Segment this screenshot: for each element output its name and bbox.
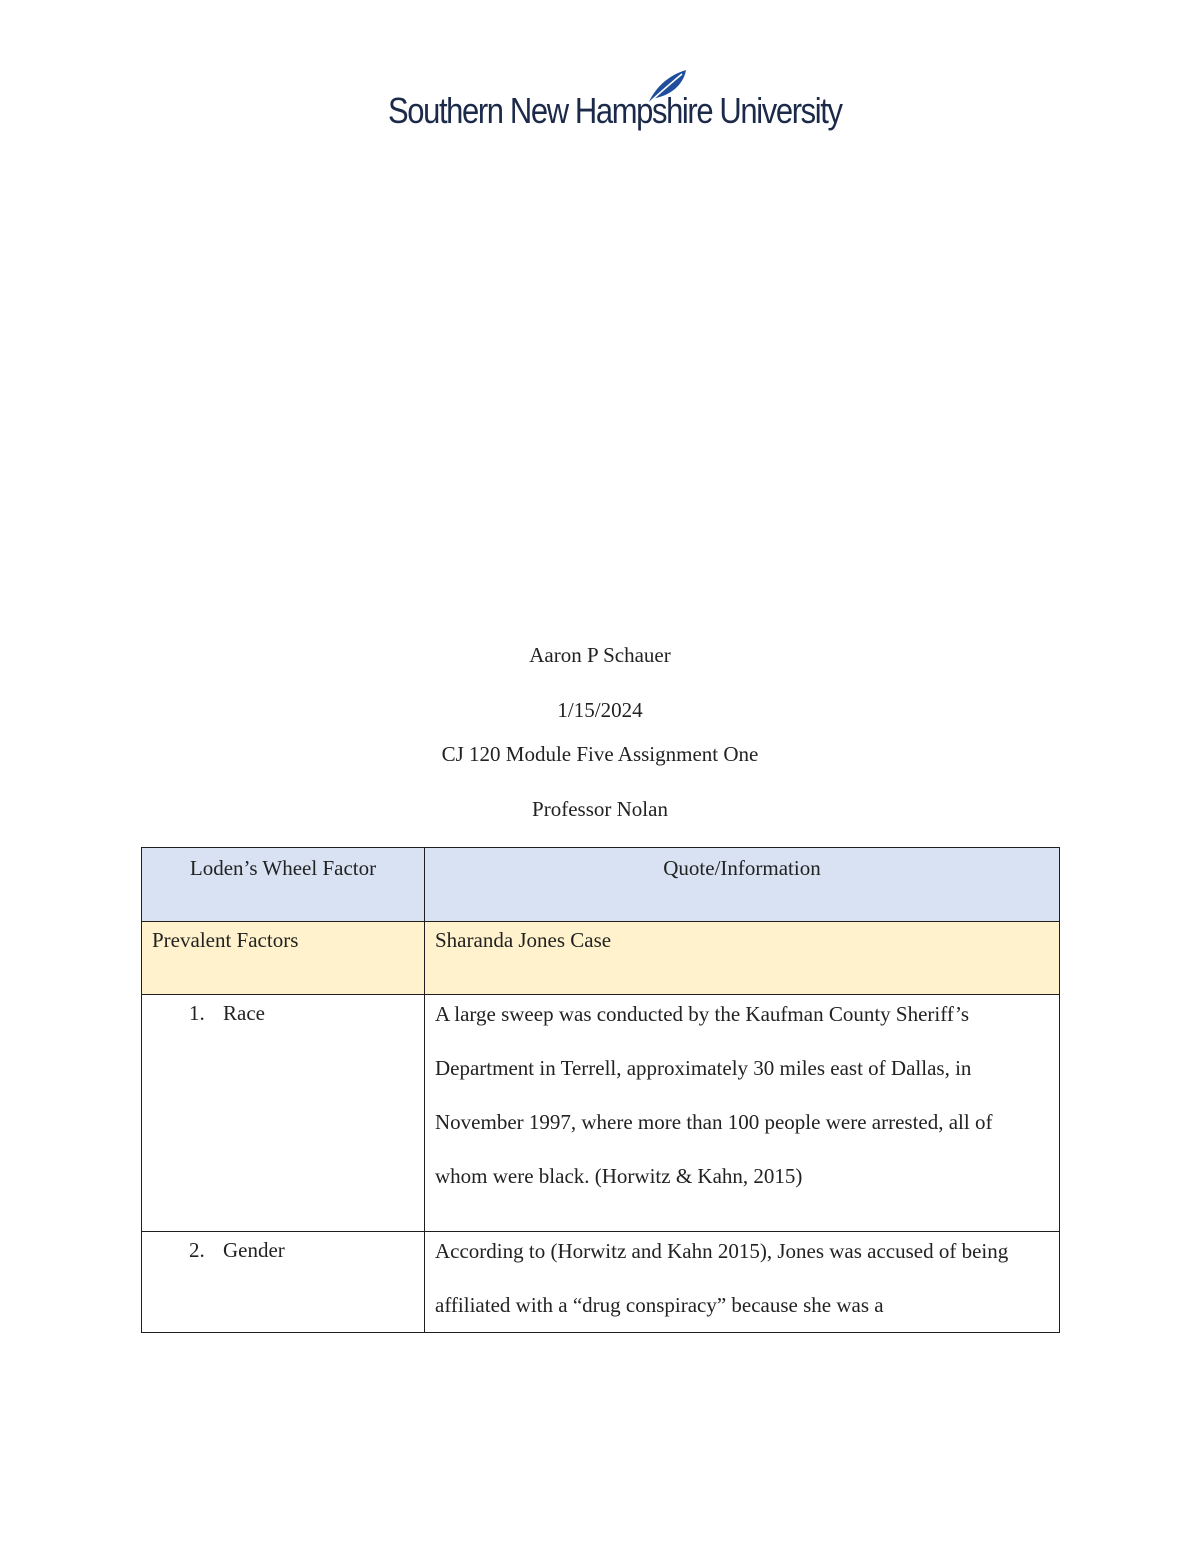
case-name: Sharanda Jones Case — [435, 928, 612, 952]
submission-date: 1/15/2024 — [557, 698, 643, 722]
section-row — [142, 922, 1060, 995]
section-cell-case — [425, 922, 1060, 995]
table-row — [142, 995, 1060, 1232]
table-row — [142, 1232, 1060, 1333]
logo-wordmark: Southern New Hampshire University — [388, 90, 842, 131]
section-cell-factor — [142, 922, 425, 995]
section-label: Prevalent Factors — [152, 928, 299, 952]
info-cell — [425, 995, 1060, 1232]
factor-cell — [142, 1232, 425, 1333]
author-name: Aaron P Schauer — [529, 643, 671, 667]
info-cell-inner — [425, 1232, 1059, 1332]
university-logo — [388, 68, 842, 140]
info-text: According to (Horwitz and Kahn 2015), Jones was accused of being affiliated with a “drug conspiracy” because she was a — [435, 1239, 1009, 1317]
factor-list-item — [142, 995, 424, 1025]
factor-name: Gender — [223, 1238, 285, 1262]
table-header-row — [142, 848, 1060, 922]
header-label: Quote/Information — [663, 856, 821, 880]
factor-list-item — [142, 1232, 424, 1262]
lodens-wheel-table — [141, 847, 1060, 1333]
feather-leaf-icon — [644, 68, 688, 108]
info-cell — [425, 1232, 1060, 1333]
info-cell-inner — [425, 995, 1059, 1203]
info-text: A large sweep was conducted by the Kaufman County Sheriff’s Department in Terrell, approximately 30 miles east of Dallas, in November 1997, where more than 100 people were arrested, all of whom were black. (Horwitz & Kahn, 2015) — [435, 1002, 993, 1188]
course-title: CJ 120 Module Five Assignment One — [441, 742, 759, 766]
professor-name: Professor Nolan — [532, 797, 668, 821]
header-cell-factor — [142, 848, 425, 922]
header-cell-info — [425, 848, 1060, 922]
list-number: 2. — [189, 1238, 205, 1262]
header-label: Loden’s Wheel Factor — [189, 856, 377, 880]
factor-name: Race — [223, 1001, 265, 1025]
factor-cell — [142, 995, 425, 1232]
list-number: 1. — [189, 1001, 205, 1025]
